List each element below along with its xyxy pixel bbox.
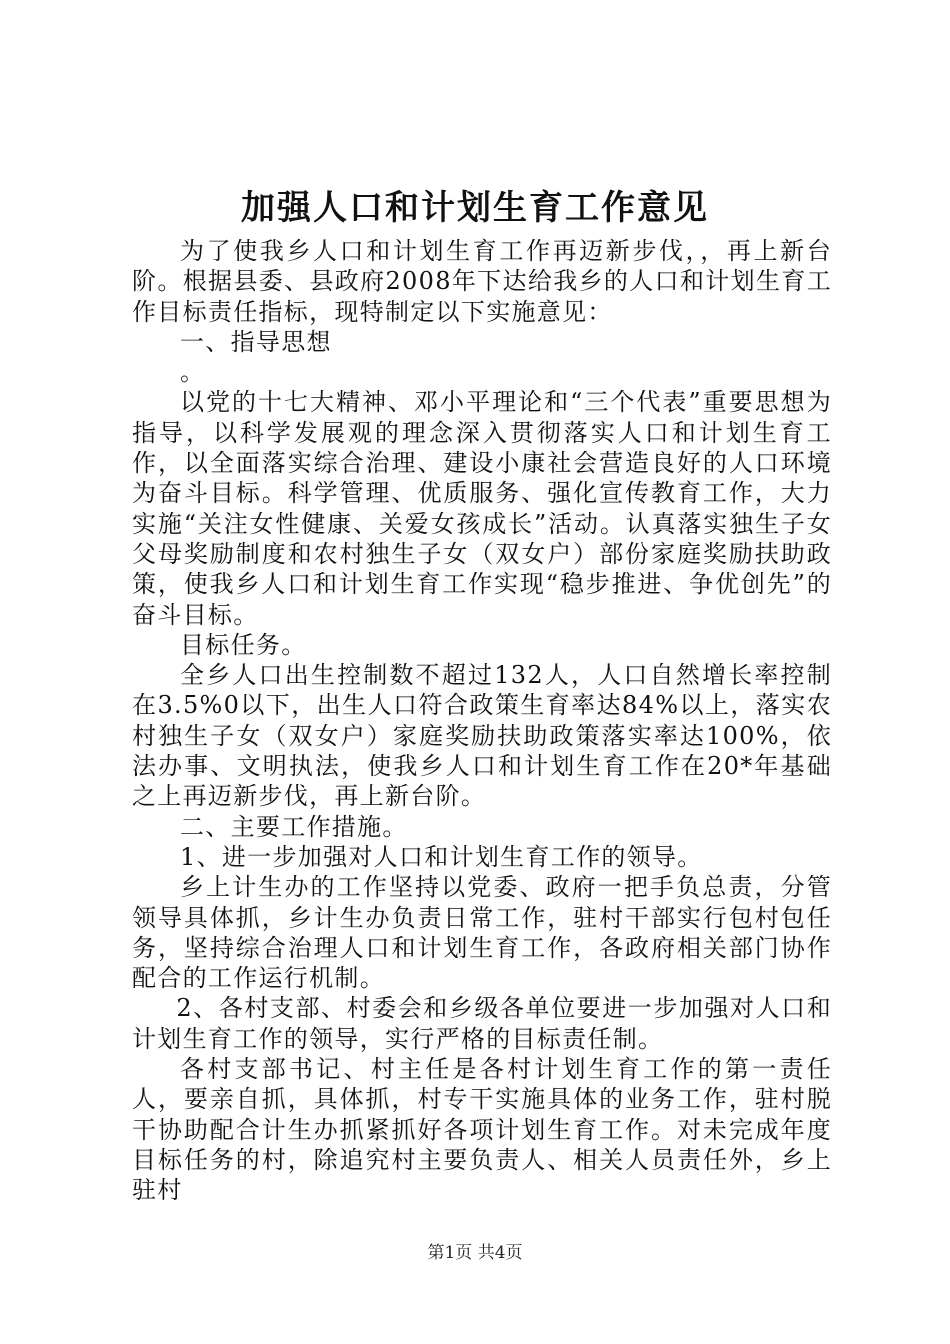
paragraph-target-tasks: 全乡人口出生控制数不超过132人，人口自然增长率控制在3.5%0以下，出生人口符合政策生育率达84%以上，落实农村独生子女（双女户）家庭奖励扶助政策落实率达100%，依法办事、文明执法，使我乡人口和计划生育工作在20*年基础之上再迈新步伐，再上新台阶。 (132, 661, 832, 811)
paragraph-intro: 为了使我乡人口和计划生育工作再迈新步伐，，再上新台阶。根据县委、县政府2008年下达给我乡的人口和计划生育工作目标责任指标，现特制定以下实施意见： (132, 237, 832, 326)
heading-measure-1: 1、进一步加强对人口和计划生育工作的领导。 (180, 842, 703, 871)
document-body (132, 236, 832, 1206)
document-title: 加强人口和计划生育工作意见 (241, 188, 709, 228)
heading-target-tasks: 目标任务。 (180, 630, 307, 659)
heading-measure-2: 2、各村支部、村委会和乡级各单位要进一步加强对人口和计划生育工作的领导，实行严格的目标责任制。 (132, 994, 832, 1053)
paragraph-guiding-ideology: 以党的十七大精神、邓小平理论和“三个代表”重要思想为指导，以科学发展观的理念深入贯彻落实人口和计划生育工作，以全面落实综合治理、建设小康社会营造良好的人口环境为奋斗目标。科学管理、优质服务、强化宣传教育工作，大力实施“关注女性健康、关爱女孩成长”活动。认真落实独生子女父母奖励制度和农村独生子女（双女户）部份家庭奖励扶助政策，使我乡人口和计划生育工作实现“稳步推进、争优创先”的奋斗目标。 (132, 388, 832, 629)
heading-main-measures: 二、主要工作措施。 (180, 812, 408, 841)
paragraph-period: 。 (180, 358, 206, 387)
page-number-footer: 第1页 共4页 (427, 1243, 523, 1263)
paragraph-measure-2: 各村支部书记、村主任是各村计划生育工作的第一责任人，要亲自抓，具体抓，村专干实施具体的业务工作，驻村脱干协助配合计生办抓紧抓好各项计划生育工作。对未完成年度目标任务的村，除追究村主要负责人、相关人员责任外，乡上驻村 (132, 1055, 832, 1205)
heading-guiding-ideology: 一、指导思想 (180, 327, 332, 356)
paragraph-measure-1: 乡上计生办的工作坚持以党委、政府一把手负总责，分管领导具体抓，乡计生办负责日常工作，驻村干部实行包村包任务，坚持综合治理人口和计划生育工作，各政府相关部门协作配合的工作运行机制。 (132, 873, 832, 993)
